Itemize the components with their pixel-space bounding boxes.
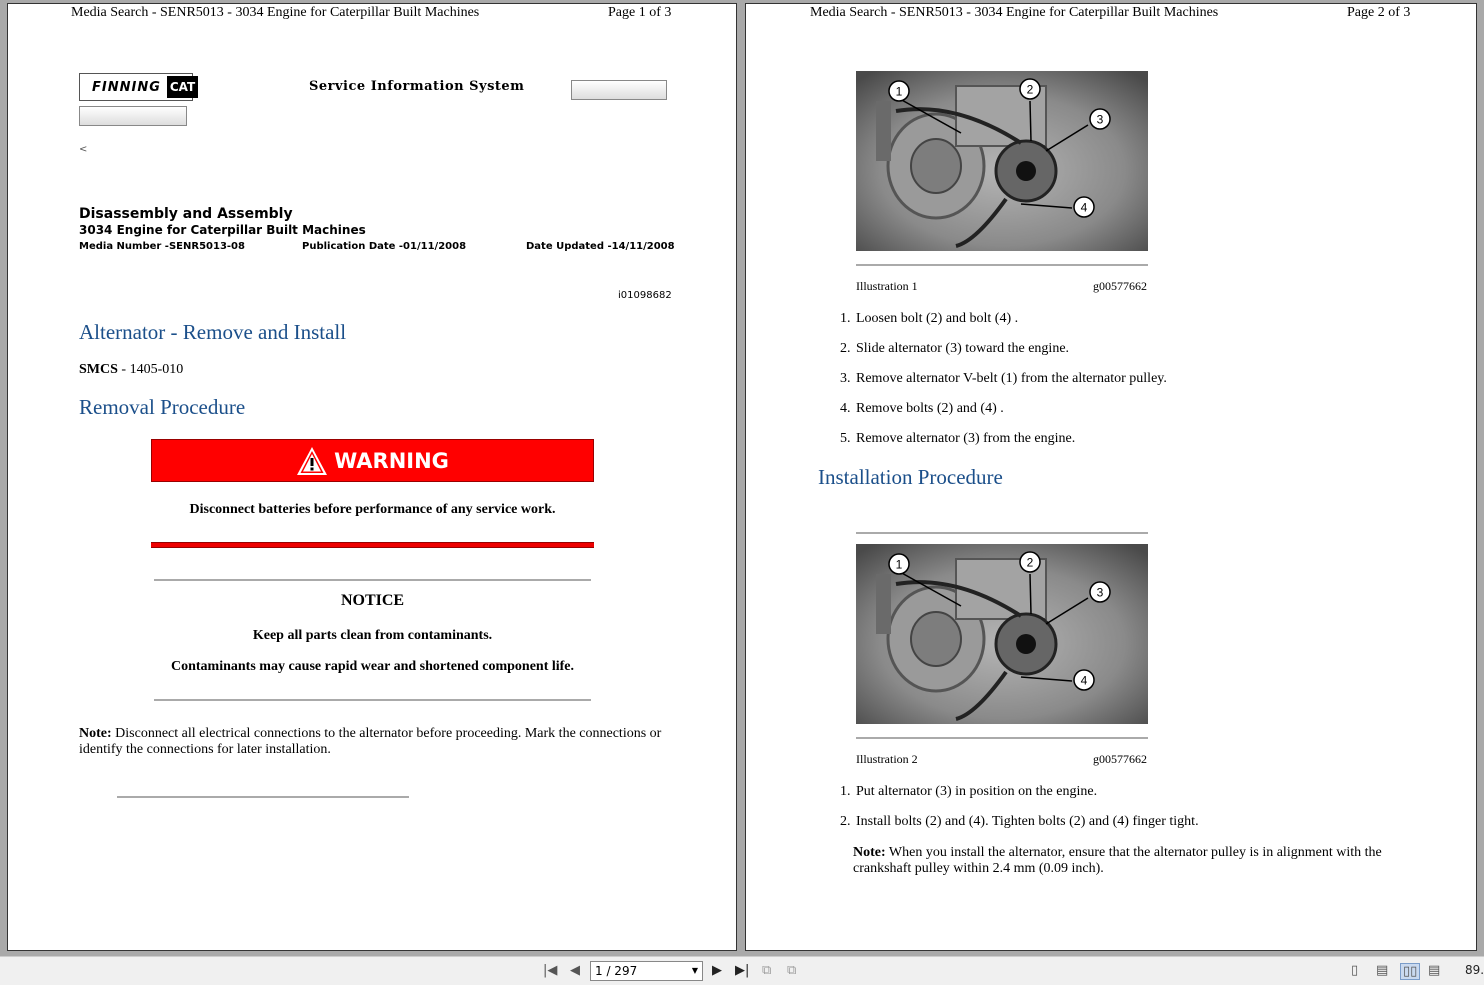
callout-4: 4 xyxy=(1080,673,1088,688)
single-page-view-icon[interactable]: ▯ xyxy=(1351,963,1359,978)
callout-2: 2 xyxy=(1026,82,1034,97)
media-number: Media Number -SENR5013-08 xyxy=(79,241,245,252)
logo-cat-text: CAT xyxy=(167,76,198,98)
illustration-1-id: g00577662 xyxy=(1093,279,1147,293)
page-header-title: Media Search - SENR5013 - 3034 Engine for Caterpillar Built Machines xyxy=(71,5,480,20)
warning-banner xyxy=(151,439,594,482)
illustration-1-rule xyxy=(856,264,1148,266)
two-page-view-icon[interactable]: ▯▯ xyxy=(1400,963,1420,980)
sis-nav-box[interactable] xyxy=(79,106,187,126)
page-dropdown-icon[interactable]: ▼ xyxy=(691,966,698,975)
sis-search-box[interactable] xyxy=(571,80,667,100)
first-page-icon[interactable]: |◀ xyxy=(543,963,558,978)
warning-label: WARNING xyxy=(334,448,449,473)
list-item: 2. Install bolts (2) and (4). Tighten bolts (2) and (4) finger tight. xyxy=(854,814,1199,830)
doc-type: Disassembly and Assembly xyxy=(79,206,293,222)
illustration-2-caption: Illustration 2 xyxy=(856,752,918,766)
list-item: 5. Remove alternator (3) from the engine. xyxy=(854,431,1167,447)
page-number-input[interactable] xyxy=(590,961,703,981)
illustration-1-image xyxy=(856,71,1148,251)
installation-heading: Installation Procedure xyxy=(818,465,1003,489)
page-1 xyxy=(7,3,737,951)
notice-title: NOTICE xyxy=(340,592,405,609)
notice-line-2: Contaminants may cause rapid wear and shortened component life. xyxy=(170,659,575,674)
page-indicator: 1 / 297 xyxy=(595,964,638,978)
note-label: Note: xyxy=(79,726,112,741)
sis-title: Service Information System xyxy=(309,79,525,94)
warning-bottom-line xyxy=(151,542,594,548)
page-header-number: Page 1 of 3 xyxy=(608,5,672,20)
page1-end-rule xyxy=(117,796,409,798)
removal-heading: Removal Procedure xyxy=(79,395,246,419)
notice-bottom-rule xyxy=(154,699,591,701)
engine-alternator-photo xyxy=(856,71,1148,251)
callout-1: 1 xyxy=(895,557,903,572)
page-header-number: Page 2 of 3 xyxy=(1347,5,1411,20)
engine-alternator-photo xyxy=(856,544,1148,724)
removal-note xyxy=(79,726,669,758)
date-updated: Date Updated -14/11/2008 xyxy=(526,241,675,252)
zoom-level[interactable]: 89. xyxy=(1465,963,1484,977)
illustration-2-id: g00577662 xyxy=(1093,752,1147,766)
fit-page-icon[interactable]: ⧉ xyxy=(762,963,772,978)
warning-text: Disconnect batteries before performance of any service work. xyxy=(189,502,556,517)
illustration-1-caption: Illustration 1 xyxy=(856,279,918,293)
list-item: 1. Loosen bolt (2) and bolt (4) . xyxy=(854,311,1167,327)
smcs-value: - 1405-010 xyxy=(117,362,184,377)
callout-3: 3 xyxy=(1096,112,1104,127)
removal-steps-list xyxy=(820,311,1167,461)
illustration-2-top-rule xyxy=(856,532,1148,534)
callout-3: 3 xyxy=(1096,585,1104,600)
page-header-title: Media Search - SENR5013 - 3034 Engine for Caterpillar Built Machines xyxy=(810,5,1219,20)
doc-subtitle: 3034 Engine for Caterpillar Built Machines xyxy=(79,223,366,237)
finning-cat-logo xyxy=(79,73,196,101)
list-item: 2. Slide alternator (3) toward the engine. xyxy=(854,341,1167,357)
note-label: Note: xyxy=(853,845,886,860)
previous-page-icon[interactable]: ◀ xyxy=(570,963,580,978)
callout-2: 2 xyxy=(1026,555,1034,570)
two-page-continuous-icon[interactable]: ▤ xyxy=(1428,963,1441,978)
callout-1: 1 xyxy=(895,84,903,99)
doc-id: i01098682 xyxy=(618,290,672,301)
last-page-icon[interactable]: ▶| xyxy=(735,963,750,978)
fit-width-icon[interactable]: ⧉ xyxy=(787,963,797,978)
callout-4: 4 xyxy=(1080,200,1088,215)
publication-date: Publication Date -01/11/2008 xyxy=(302,241,467,252)
list-item: 1. Put alternator (3) in position on the engine. xyxy=(854,784,1199,800)
back-arrow-icon[interactable]: < xyxy=(79,144,88,155)
install-steps-list xyxy=(820,784,1199,844)
note-text: Disconnect all electrical connections to the alternator before proceeding. Mark the connections or identify the connections for later installation. xyxy=(79,726,662,757)
notice-top-rule xyxy=(154,579,591,581)
next-page-icon[interactable]: ▶ xyxy=(712,963,722,978)
illustration-2-image xyxy=(856,544,1148,724)
page-2 xyxy=(745,3,1477,951)
note-text: When you install the alternator, ensure that the alternator pulley is in alignment with the crankshaft pulley within 2.4 mm (0.09 inch). xyxy=(853,845,1382,876)
main-heading: Alternator - Remove and Install xyxy=(79,320,347,344)
list-item: 4. Remove bolts (2) and (4) . xyxy=(854,401,1167,417)
smcs-label: SMCS xyxy=(79,362,118,377)
viewer-toolbar xyxy=(0,956,1484,985)
warning-triangle-icon xyxy=(296,446,328,476)
continuous-view-icon[interactable]: ▤ xyxy=(1376,963,1389,978)
smcs-line xyxy=(79,362,183,378)
logo-finning-text: FINNING xyxy=(92,79,161,95)
list-item: 3. Remove alternator V-belt (1) from the alternator pulley. xyxy=(854,371,1167,387)
illustration-2-rule xyxy=(856,737,1148,739)
notice-line-1: Keep all parts clean from contaminants. xyxy=(252,628,493,643)
install-note xyxy=(853,845,1413,877)
